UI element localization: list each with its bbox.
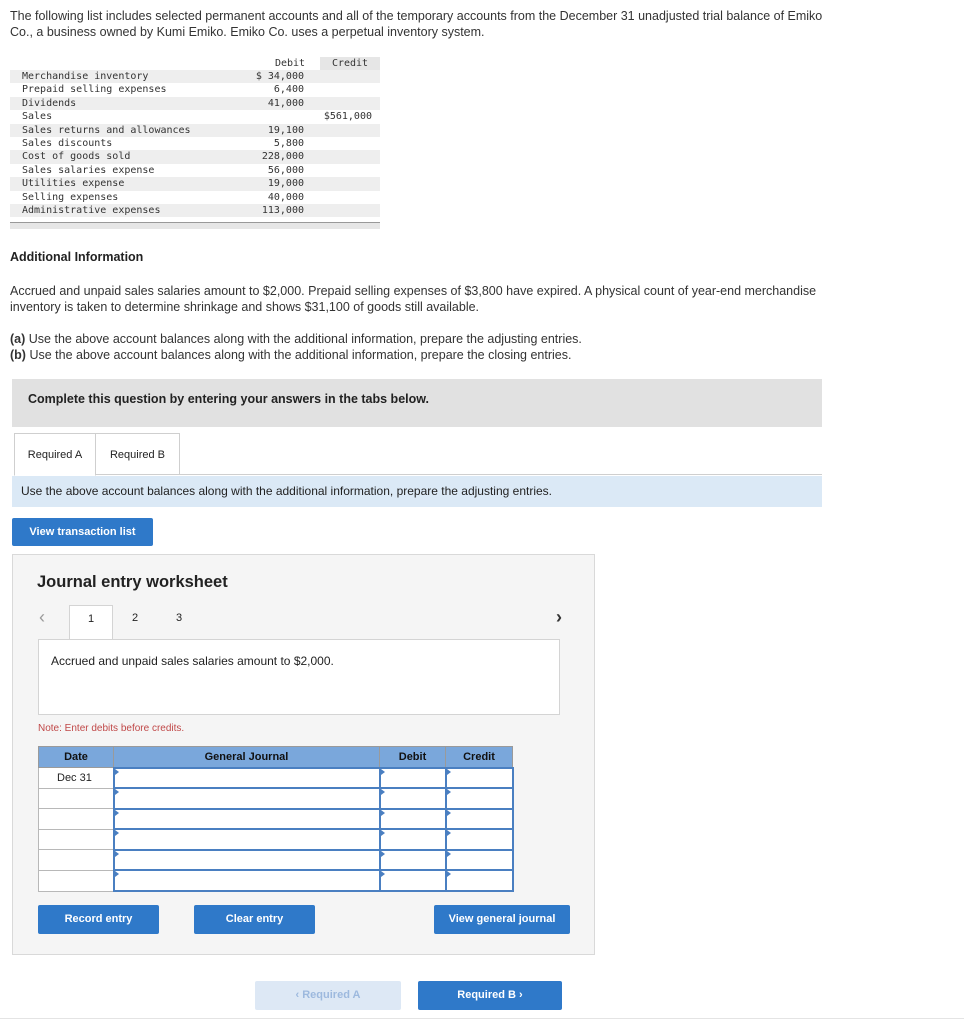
credit-input[interactable]	[446, 768, 513, 789]
credit-input[interactable]	[446, 809, 513, 830]
account-input[interactable]	[114, 788, 380, 809]
account-input[interactable]	[114, 850, 380, 871]
worksheet-page-3[interactable]: 3	[175, 612, 183, 624]
next-required-b-button[interactable]: Required B ›	[418, 981, 562, 1010]
next-entry-chevron-icon[interactable]: ›	[556, 607, 562, 627]
debit-amount: 19,100	[267, 124, 304, 136]
requirement-b-label: (b)	[10, 348, 26, 362]
trial-balance-row	[10, 83, 380, 96]
date-cell	[39, 829, 114, 850]
debit-amount: 56,000	[267, 164, 304, 176]
trial-balance-table	[10, 57, 380, 230]
debit-amount: 113,000	[261, 204, 304, 216]
trial-balance-row	[10, 137, 380, 150]
credit-column-header: Credit	[446, 747, 513, 768]
date-cell	[39, 809, 114, 830]
date-column-header: Date	[39, 747, 114, 768]
debit-input[interactable]	[380, 768, 446, 789]
account-input[interactable]	[114, 809, 380, 830]
worksheet-page-2[interactable]: 2	[131, 612, 139, 624]
trial-balance-row	[10, 164, 380, 177]
trial-balance-row	[10, 97, 380, 110]
problem-intro: The following list includes selected permanent accounts and all of the temporary accounts from the December 31 unadjusted trial balance of Emiko Co., a business owned by Kumi Emiko. Emiko Co. uses a perpetual inventory system.	[10, 9, 823, 39]
account-input[interactable]	[114, 768, 380, 789]
journal-table	[38, 746, 514, 892]
prev-entry-chevron-icon[interactable]: ‹	[39, 607, 45, 627]
account-name: Sales discounts	[22, 137, 113, 149]
record-entry-button[interactable]: Record entry	[38, 905, 159, 934]
journal-entry-worksheet	[12, 554, 595, 955]
credit-input[interactable]	[446, 870, 513, 891]
account-name: Sales returns and allowances	[22, 124, 191, 136]
debit-column-header: Debit	[380, 747, 446, 768]
requirement-tabs	[14, 433, 822, 475]
requirement-b-text: Use the above account balances along with the additional information, prepare the closing entries.	[29, 348, 572, 362]
credit-input[interactable]	[446, 788, 513, 809]
account-name: Dividends	[22, 97, 77, 109]
debit-input[interactable]	[380, 870, 446, 891]
table-row	[39, 788, 513, 809]
trial-balance-row	[10, 110, 380, 123]
requirement-a-text: Use the above account balances along with the additional information, prepare the adjusting entries.	[28, 332, 582, 346]
debit-input[interactable]	[380, 850, 446, 871]
view-transaction-list-button[interactable]: View transaction list	[12, 518, 153, 546]
general-journal-column-header: General Journal	[114, 747, 380, 768]
prev-button-label: Required A	[302, 989, 361, 1001]
trial-balance-row	[10, 191, 380, 204]
account-name: Utilities expense	[22, 178, 125, 190]
view-general-journal-button[interactable]: View general journal	[434, 905, 570, 934]
date-cell	[39, 788, 114, 809]
debit-input[interactable]	[380, 788, 446, 809]
trial-balance-rows	[10, 70, 380, 217]
account-name: Sales	[22, 111, 53, 123]
table-row	[39, 850, 513, 871]
clear-entry-button[interactable]: Clear entry	[194, 905, 315, 934]
debit-amount: 5,800	[273, 137, 304, 149]
table-row	[39, 809, 513, 830]
table-row	[39, 870, 513, 891]
requirement-b	[10, 347, 830, 363]
debit-credit-note: Note: Enter debits before credits.	[38, 723, 185, 734]
account-name: Merchandise inventory	[22, 71, 149, 82]
account-input[interactable]	[114, 870, 380, 891]
credit-header: Credit	[320, 57, 380, 70]
date-cell	[39, 870, 114, 891]
account-name: Cost of goods sold	[22, 151, 131, 163]
table-row	[39, 768, 513, 789]
entry-description: Accrued and unpaid sales salaries amount to $2,000.	[38, 639, 560, 715]
debit-input[interactable]	[380, 829, 446, 850]
tab-required-b[interactable]: Required B	[96, 433, 180, 475]
debit-input[interactable]	[380, 809, 446, 830]
trial-balance-footer	[10, 222, 380, 229]
page-divider	[0, 1018, 964, 1019]
additional-info-heading: Additional Information	[10, 250, 144, 264]
debit-header: Debit	[274, 58, 306, 69]
table-row	[39, 829, 513, 850]
debit-amount: 40,000	[267, 191, 304, 203]
requirement-a-label: (a)	[10, 332, 26, 346]
trial-balance-row	[10, 177, 380, 190]
date-cell: Dec 31	[39, 768, 114, 789]
debit-amount: 41,000	[267, 97, 304, 109]
account-name: Selling expenses	[22, 191, 119, 203]
requirements-list	[10, 331, 830, 363]
debit-amount: 6,400	[273, 84, 304, 96]
credit-input[interactable]	[446, 829, 513, 850]
journal-table-header	[39, 747, 513, 768]
credit-input[interactable]	[446, 850, 513, 871]
trial-balance-row	[10, 70, 380, 83]
worksheet-title: Journal entry worksheet	[37, 573, 228, 591]
tab-instruction: Use the above account balances along with the additional information, prepare the adjusting entries.	[12, 476, 822, 507]
debit-amount: $ 34,000	[255, 71, 304, 82]
account-name: Prepaid selling expenses	[22, 84, 167, 96]
trial-balance-header	[10, 57, 380, 70]
complete-prompt: Complete this question by entering your answers in the tabs below.	[12, 379, 822, 427]
account-name: Sales salaries expense	[22, 164, 155, 176]
worksheet-page-1[interactable]: 1	[69, 605, 113, 639]
account-input[interactable]	[114, 829, 380, 850]
prev-required-a-button[interactable]: ‹ Required A	[255, 981, 401, 1010]
debit-amount: 19,000	[267, 178, 304, 190]
tab-required-a[interactable]: Required A	[14, 433, 96, 476]
next-button-label: Required B	[457, 989, 516, 1001]
account-name: Administrative expenses	[22, 204, 161, 216]
debit-amount: 228,000	[261, 151, 304, 163]
trial-balance-row	[10, 124, 380, 137]
requirement-a	[10, 331, 830, 347]
credit-amount: $561,000	[323, 111, 372, 123]
trial-balance-row	[10, 150, 380, 163]
additional-info-text: Accrued and unpaid sales salaries amount to $2,000. Prepaid selling expenses of $3,800 have expired. A physical count of year-end merchandise inventory is taken to determine shrinkage and shows $31,100 of goods still available.	[10, 284, 817, 314]
date-cell	[39, 850, 114, 871]
trial-balance-row	[10, 204, 380, 217]
